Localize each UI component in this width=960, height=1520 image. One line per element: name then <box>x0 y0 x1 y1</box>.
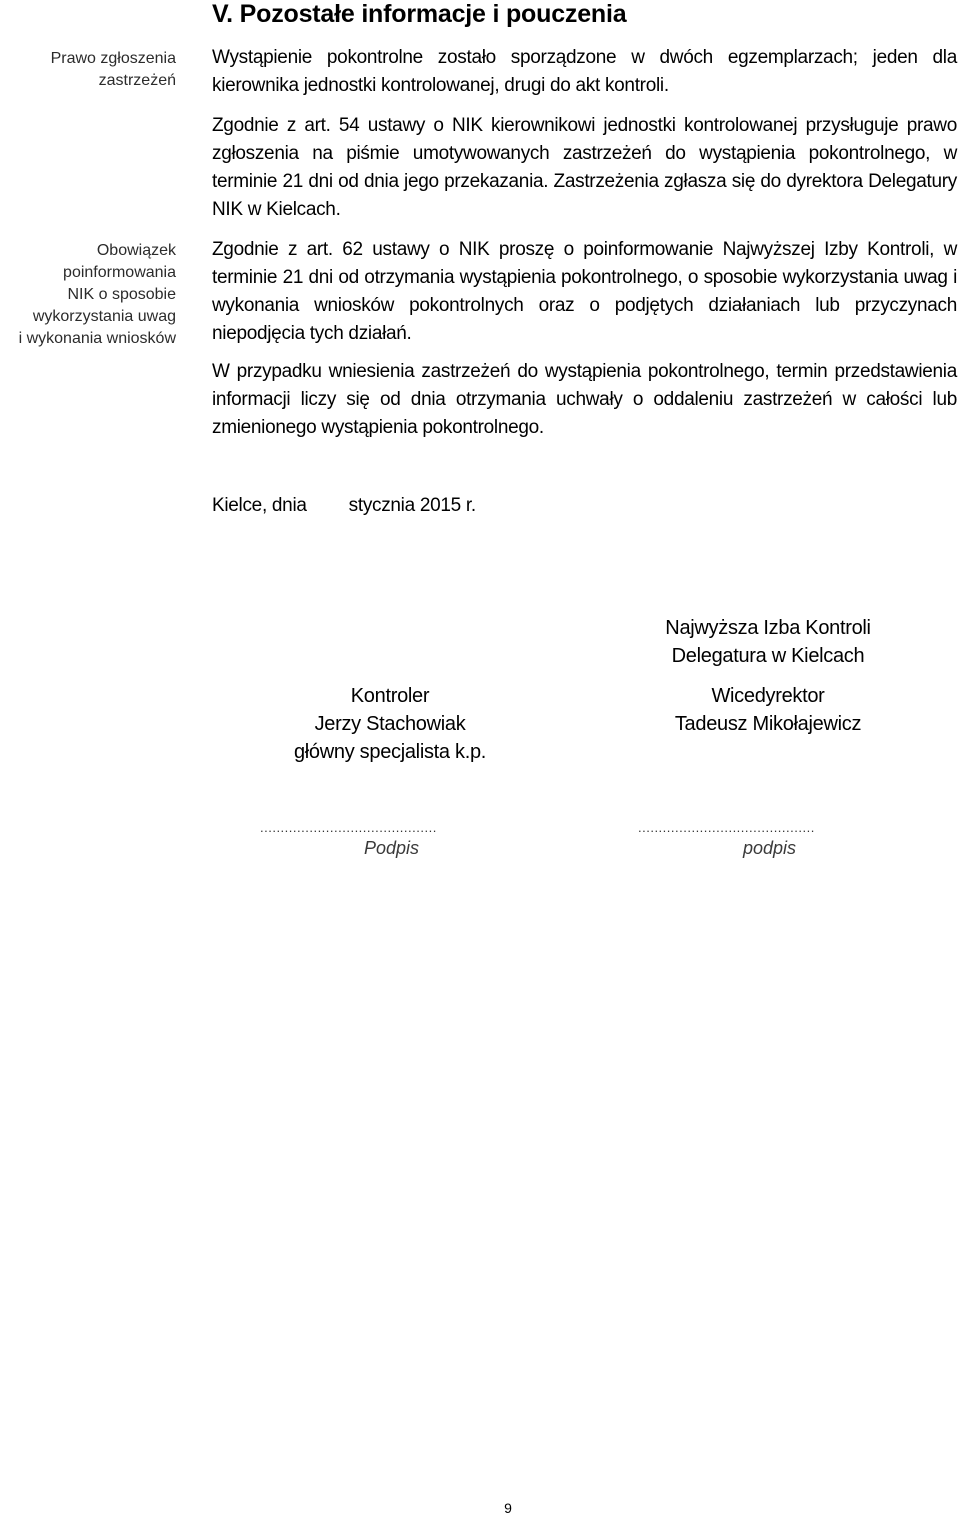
sidebar-note-line: Obowiązek <box>96 242 176 259</box>
signer-role: Wicedyrektor <box>711 685 825 707</box>
signature-line-right: ........................................... <box>638 820 815 835</box>
signature-caption-right: podpis <box>743 838 797 858</box>
paragraph-information-request: Zgodnie z art. 62 ustawy o NIK proszę o poinformowanie Najwyższej Izby Kontroli, w terminie 21 dni od otrzymania wystąpienia pokontrolnego, o sposobie wykorzystania uwag i wykonania wniosków pokontrolnych oraz o podjętych działaniach lub przyczynach niepodjęcia tych działań. <box>212 239 957 344</box>
sidebar-note-line: i wykonania wniosków <box>18 330 176 347</box>
institution-block <box>628 614 908 670</box>
sidebar-note-line: wykorzystania uwag <box>32 308 176 325</box>
sidebar-note-objection-right <box>0 48 176 92</box>
place-date <box>212 495 476 517</box>
institution-branch: Delegatura w Kielcach <box>671 645 865 667</box>
signature-block-deputy-director <box>628 682 908 738</box>
sidebar-note-line: zastrzeżeń <box>98 72 176 89</box>
signature-block-controller <box>250 682 530 766</box>
date-value: stycznia 2015 r. <box>348 495 476 516</box>
signer-name: Jerzy Stachowiak <box>314 713 466 735</box>
signer-name: Tadeusz Mikołajewicz <box>674 713 862 735</box>
institution-name: Najwyższa Izba Kontroli <box>665 617 871 639</box>
sidebar-note-line: Prawo zgłoszenia <box>50 50 176 67</box>
signer-title: główny specjalista k.p. <box>293 741 487 763</box>
signer-role: Kontroler <box>350 685 430 707</box>
sidebar-note-line: poinformowania <box>63 264 176 281</box>
place-label: Kielce, dnia <box>212 495 307 516</box>
section-heading: V. Pozostałe informacje i pouczenia <box>212 0 627 28</box>
paragraph-copies: Wystąpienie pokontrolne zostało sporządzone w dwóch egzemplarzach; jeden dla kierownika jednostki kontrolowanej, drugi do akt kontroli. <box>212 47 957 96</box>
paragraph-deadline: W przypadku wniesienia zastrzeżeń do wystąpienia pokontrolnego, termin przedstawienia informacji liczy się od dnia otrzymania uchwały o oddaleniu zastrzeżeń w całości lub zmienionego wystąpienia pokontrolnego. <box>212 361 957 438</box>
page-number: 9 <box>504 1500 512 1516</box>
paragraph-objections: Zgodnie z art. 54 ustawy o NIK kierownikowi jednostki kontrolowanej przysługuje prawo zgłoszenia na piśmie umotywowanych zastrzeżeń do wystąpienia pokontrolnego, w terminie 21 dni od dnia jego przekazania. Zastrzeżenia zgłasza się do dyrektora Delegatury NIK w Kielcach. <box>212 115 957 220</box>
signature-caption-left: Podpis <box>364 838 420 858</box>
sidebar-note-line: NIK o sposobie <box>67 286 176 303</box>
signature-line-left: ........................................... <box>260 820 437 835</box>
sidebar-note-information-duty <box>0 240 176 350</box>
